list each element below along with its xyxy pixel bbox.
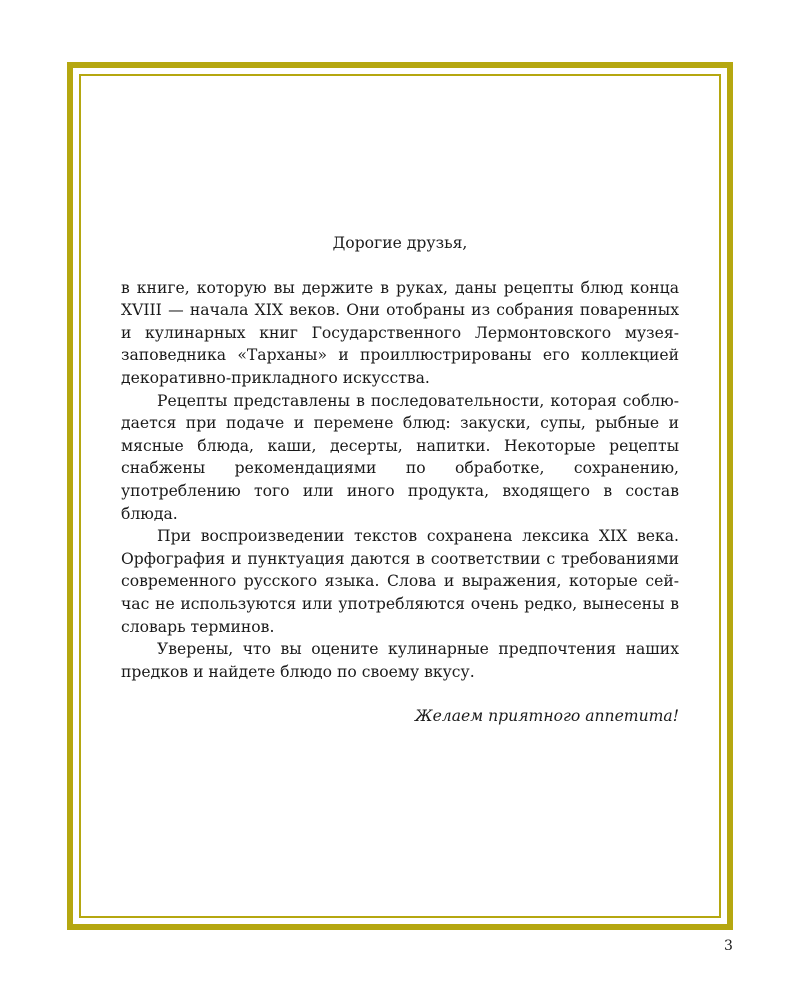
- paragraph-order: Рецепты представлены в последовательности, которая соблюдается при подаче и перемене блюд: закуски, супы, рыбные и мясные блюда, каши, десерты, напитки. Некоторые рецепты снабжены рекомендациями по обработке, сохранению, употреблению того или иного продукта, входящего в состав блюда.: [121, 391, 679, 523]
- paragraph-wishes: Уверены, что вы оцените кулинарные предпочтения наших предков и найдете блюдо по своему вкусу.: [121, 640, 679, 681]
- letter-body: [121, 232, 679, 728]
- page-number: 3: [724, 938, 733, 954]
- paragraph-orthography: При воспроизведении текстов сохранена лексика XIX века. Орфография и пунктуация даются в соответствии с требованиями современного русского языка. Слова и выражения, которые сейчас не используются или употребляются очень редко, вынесены в словарь терминов.: [121, 527, 679, 636]
- closing-line: Желаем приятного аппетита!: [415, 707, 679, 726]
- greeting: Дорогие друзья,: [332, 234, 468, 252]
- paragraph-intro: в книге, которую вы держите в руках, даны рецепты блюд конца XVIII — начала XIX веков. Они отобраны из собрания поваренных и кулинарных книг Государственного Лермонтовского музея-заповедника «Тарханы» и проиллюстрированы его коллекцией декоративно-прикладного искусства.: [121, 278, 679, 387]
